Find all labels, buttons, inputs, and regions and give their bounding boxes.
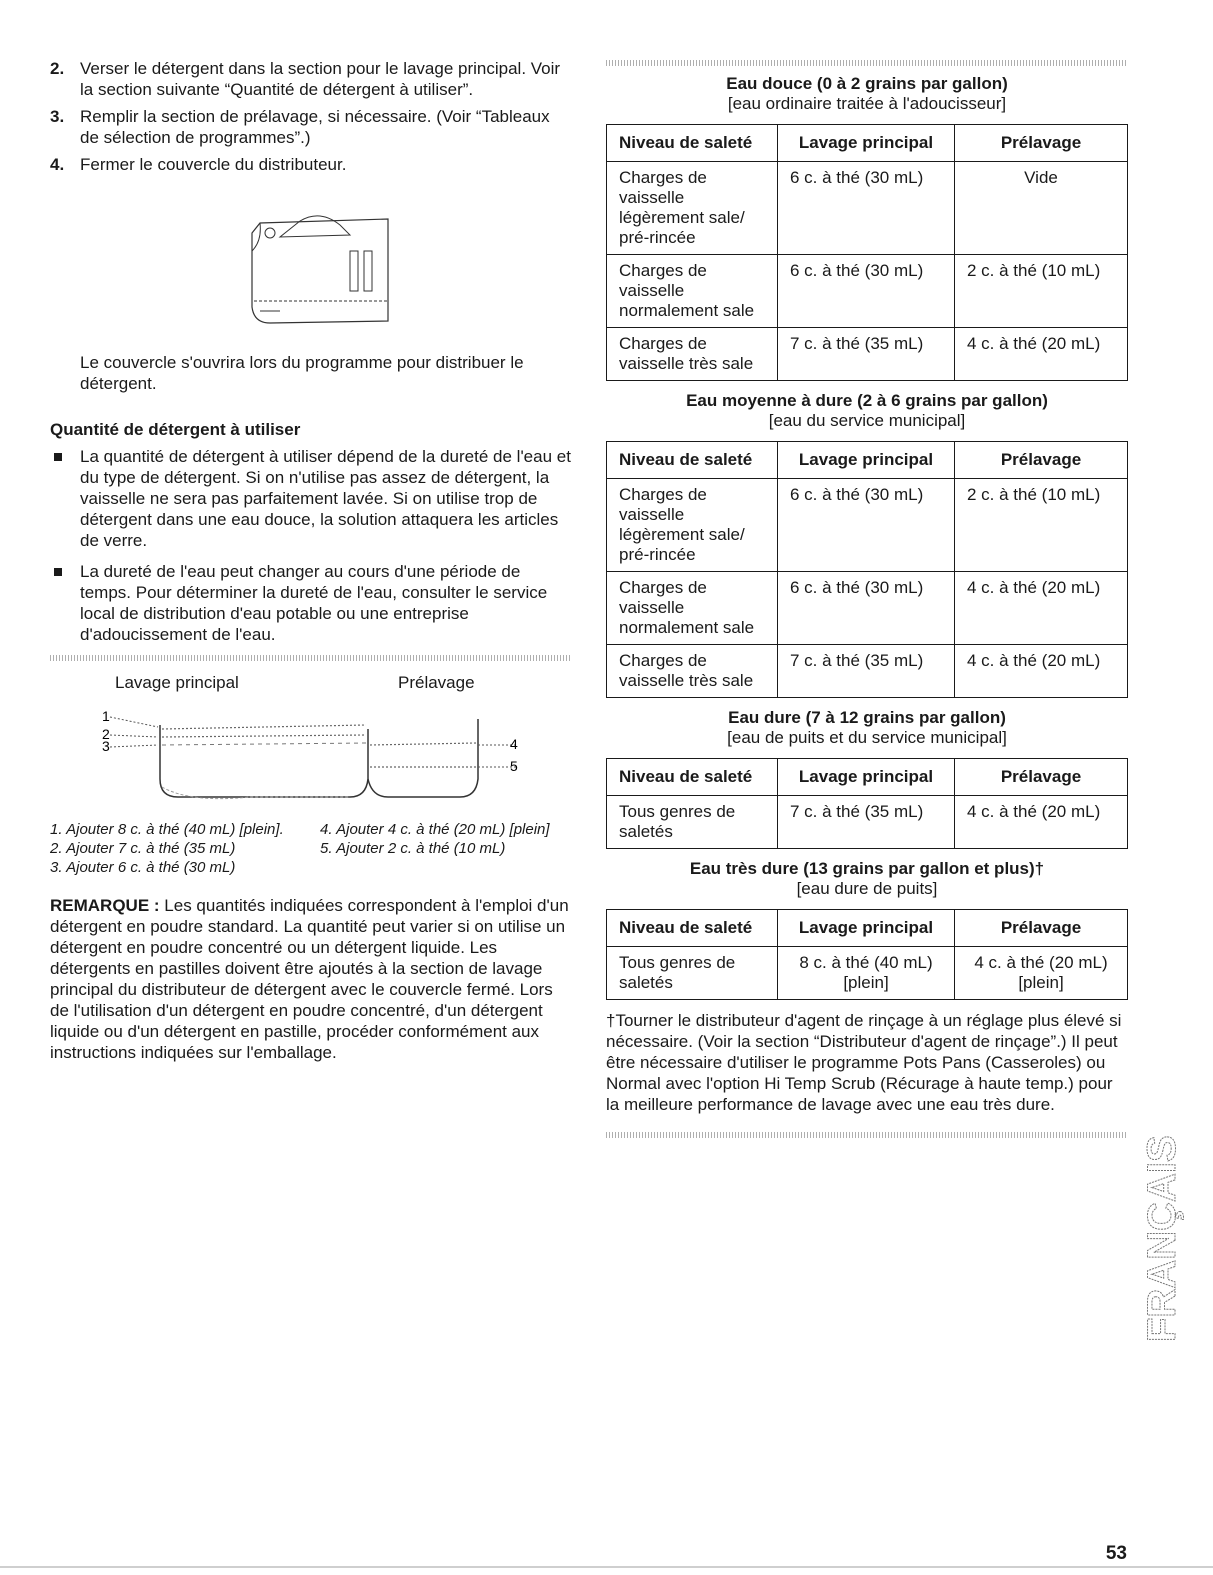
table-subtitle: [eau ordinaire traitée à l'adoucisseur] <box>727 94 1007 113</box>
left-column <box>50 58 572 1080</box>
header-soil-level: Niveau de saleté <box>607 910 778 947</box>
header-prewash: Prélavage <box>955 759 1128 796</box>
step-item: 4. Fermer le couvercle du distributeur. <box>50 155 347 174</box>
caption-item: 5. Ajouter 2 c. à thé (10 mL) <box>320 840 506 857</box>
header-prewash: Prélavage <box>955 910 1128 947</box>
callout-2: 2 <box>102 726 110 742</box>
remark-label: REMARQUE : <box>50 896 160 915</box>
instruction-steps <box>50 58 572 175</box>
table-header-row <box>607 125 1128 162</box>
bottom-rule <box>0 1566 1213 1568</box>
header-main-wash: Lavage principal <box>778 759 955 796</box>
callout-4: 4 <box>510 736 518 752</box>
detergent-bullets <box>50 446 572 645</box>
dispenser-cover-illustration <box>240 211 390 331</box>
side-tab-label: FRANÇAIS <box>1140 1135 1184 1342</box>
table-subtitle: [eau dure de puits] <box>796 879 938 898</box>
bullet-square-icon <box>54 453 62 461</box>
table-subtitle: [eau du service municipal] <box>768 411 966 430</box>
table-title: Eau très dure (13 grains par gallon et plus)† <box>689 859 1045 878</box>
bullet-item: La quantité de détergent à utiliser dépend de la dureté de l'eau et du type de détergent. Si on n'utilise pas assez de détergent, la vaisselle ne sera pas parfaitement lavée. Si on utilise trop de détergent dans une eau douce, la solution attaquera les articles de verre. <box>50 446 572 551</box>
bullet-item: La dureté de l'eau peut changer au cours d'une période de temps. Pour déterminer la dureté de l'eau, consulter le service local de distribution d'eau potable ou une entreprise d'adoucissement de l'eau. <box>50 561 572 645</box>
remark-paragraph: REMARQUE : Les quantités indiquées correspondent à l'emploi d'un détergent en poudre standard. La quantité peut varier si on utilise un détergent en poudre concentré ou un détergent liquide. Les détergents en pastilles doivent être ajoutés à la section de lavage principal du distributeur de détergent avec le couvercle fermé. Lors de l'utilisation d'un détergent en poudre concentré, d'un détergent liquide ou d'un détergent en pastille, procéder conformément aux instructions indiquées sur l'emballage. <box>50 896 569 1062</box>
table-row: Charges de vaisselle normalement sale 6 c. à thé (30 mL) 4 c. à thé (20 mL) <box>607 572 1128 645</box>
table-row: Charges de vaisselle normalement sale 6 c. à thé (30 mL) 2 c. à thé (10 mL) <box>607 255 1128 328</box>
header-soil-level: Niveau de saleté <box>607 125 778 162</box>
header-soil-level: Niveau de saleté <box>607 759 778 796</box>
header-prewash: Prélavage <box>955 442 1128 479</box>
detergent-table <box>606 441 1128 698</box>
table-header-row <box>607 442 1128 479</box>
dispenser-cups-illustration <box>50 707 520 807</box>
detergent-table <box>606 124 1128 381</box>
table-subtitle: [eau de puits et du service municipal] <box>727 728 1007 747</box>
figure2-captions <box>50 820 572 877</box>
step-item: 2. Verser le détergent dans la section pour le lavage principal. Voir la section suivante “Quantité de détergent à utiliser”. <box>50 59 561 99</box>
caption-item: 3. Ajouter 6 c. à thé (30 mL) <box>50 859 236 876</box>
header-prewash: Prélavage <box>955 125 1128 162</box>
divider <box>50 655 572 661</box>
step-item: 3. Remplir la section de prélavage, si nécessaire. (Voir “Tableaux de sélection de programmes”.) <box>50 107 550 147</box>
table-title: Eau douce (0 à 2 grains par gallon) <box>726 74 1008 93</box>
language-side-tab <box>1140 1052 1185 1342</box>
captions-right <box>320 820 570 877</box>
section-heading: Quantité de détergent à utiliser <box>50 420 301 439</box>
detergent-table <box>606 909 1128 1000</box>
table-title: Eau dure (7 à 12 grains par gallon) <box>728 708 1006 727</box>
table-row: Tous genres de saletés 7 c. à thé (35 mL) 4 c. à thé (20 mL) <box>607 796 1128 849</box>
divider <box>606 60 1128 66</box>
right-column <box>606 60 1128 1138</box>
footnote: †Tourner le distributeur d'agent de rinçage à un réglage plus élevé si nécessaire. (Voir la section “Distributeur d'agent de rinçage”.) Il peut être nécessaire d'utiliser le programme Pots Pans (Casseroles) ou Normal avec l'option Hi Temp Scrub (Récurage à haute temp.) pour la meilleure performance de lavage avec une eau très dure. <box>606 1011 1122 1114</box>
figure2-labels <box>50 673 572 701</box>
table-header-row <box>607 910 1128 947</box>
header-soil-level: Niveau de saleté <box>607 442 778 479</box>
label-main-wash: Lavage principal <box>115 673 239 692</box>
callout-1: 1 <box>102 708 110 724</box>
captions-left <box>50 820 320 877</box>
table-title: Eau moyenne à dure (2 à 6 grains par gallon) <box>686 391 1048 410</box>
table-very-hard-water <box>606 859 1128 1000</box>
table-row: Charges de vaisselle légèrement sale/ pré-rincée 6 c. à thé (30 mL) 2 c. à thé (10 mL) <box>607 479 1128 572</box>
caption-item: 4. Ajouter 4 c. à thé (20 mL) [plein] <box>320 821 550 838</box>
detergent-table <box>606 758 1128 849</box>
label-prewash: Prélavage <box>398 673 475 692</box>
table-row: Charges de vaisselle très sale 7 c. à thé (35 mL) 4 c. à thé (20 mL) <box>607 645 1128 698</box>
figure1-caption: Le couvercle s'ouvrira lors du programme pour distribuer le détergent. <box>80 353 524 393</box>
table-soft-water <box>606 74 1128 381</box>
divider <box>606 1132 1128 1138</box>
header-main-wash: Lavage principal <box>778 442 955 479</box>
bullet-square-icon <box>54 568 62 576</box>
caption-item: 1. Ajouter 8 c. à thé (40 mL) [plein]. <box>50 821 284 838</box>
header-main-wash: Lavage principal <box>778 910 955 947</box>
caption-item: 2. Ajouter 7 c. à thé (35 mL) <box>50 840 236 857</box>
callout-3: 3 <box>102 738 110 754</box>
page-number: 53 <box>1105 1543 1127 1564</box>
callout-5: 5 <box>510 758 518 774</box>
table-row: Charges de vaisselle légèrement sale/ pré-rincée 6 c. à thé (30 mL) Vide <box>607 162 1128 255</box>
table-header-row <box>607 759 1128 796</box>
table-hard-water <box>606 708 1128 849</box>
table-row: Tous genres de saletés 8 c. à thé (40 mL) [plein] 4 c. à thé (20 mL) [plein] <box>607 947 1128 1000</box>
table-medium-hard-water <box>606 391 1128 698</box>
header-main-wash: Lavage principal <box>778 125 955 162</box>
table-row: Charges de vaisselle très sale 7 c. à thé (35 mL) 4 c. à thé (20 mL) <box>607 328 1128 381</box>
